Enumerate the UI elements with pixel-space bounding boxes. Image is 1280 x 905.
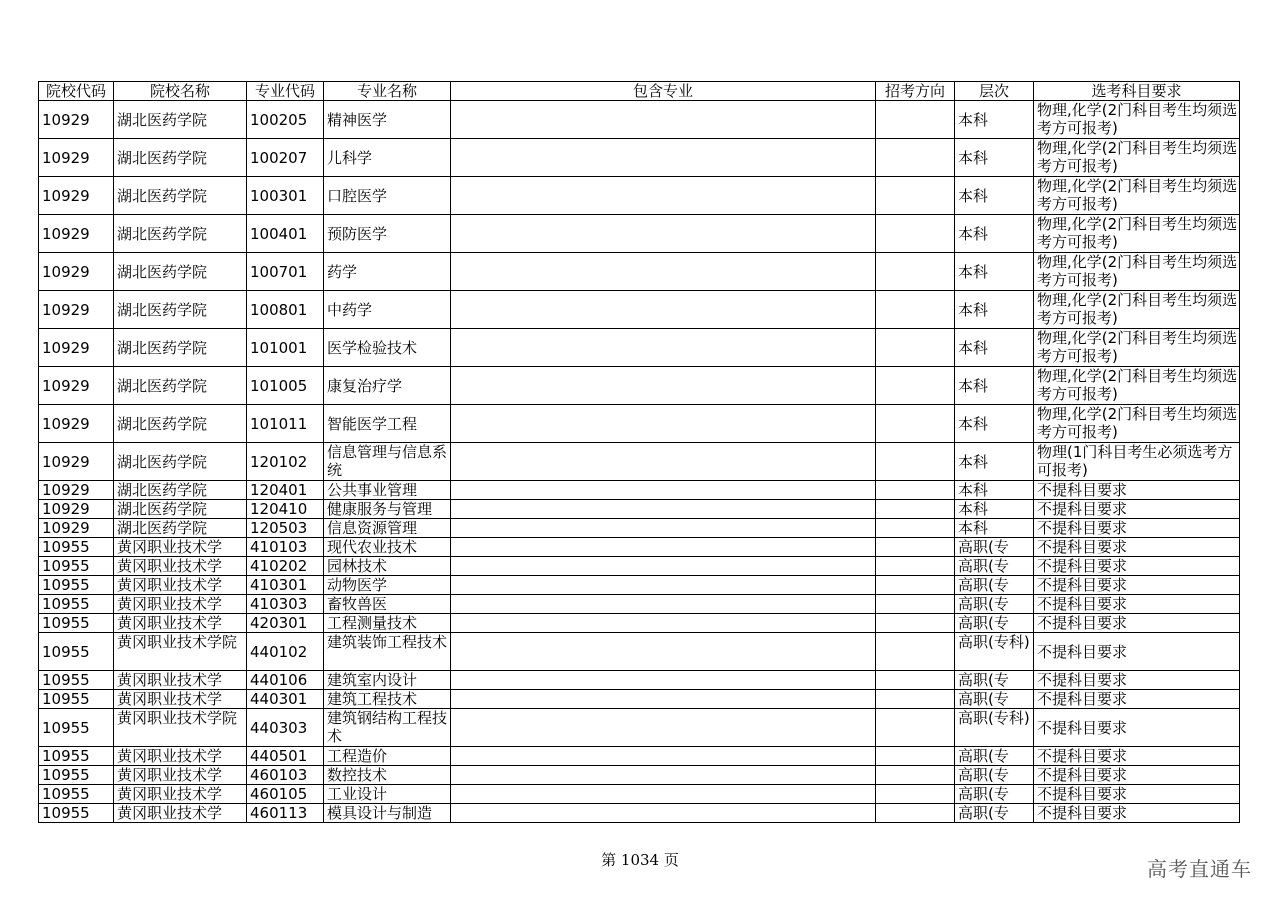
school-code-cell: 10955 xyxy=(39,766,114,785)
included-majors-cell xyxy=(451,614,876,633)
school-code-cell: 10955 xyxy=(39,709,114,747)
major-name-cell: 工程测量技术 xyxy=(324,614,451,633)
level-cell: 本科 xyxy=(955,253,1034,291)
subject-requirement-cell: 不提科目要求 xyxy=(1034,557,1240,576)
level-cell: 本科 xyxy=(955,139,1034,177)
major-name-cell: 医学检验技术 xyxy=(324,329,451,367)
included-majors-cell xyxy=(451,519,876,538)
major-code-cell: 100207 xyxy=(247,139,324,177)
admission-direction-cell xyxy=(876,538,955,557)
level-cell: 高职(专 xyxy=(955,671,1034,690)
major-code-cell: 410103 xyxy=(247,538,324,557)
level-cell: 高职(专 xyxy=(955,557,1034,576)
included-majors-cell xyxy=(451,671,876,690)
level-cell: 本科 xyxy=(955,329,1034,367)
subject-requirement-cell: 不提科目要求 xyxy=(1034,804,1240,823)
table-row xyxy=(39,253,1240,291)
major-code-cell: 410303 xyxy=(247,595,324,614)
school-name-cell: 湖北医药学院 xyxy=(114,215,247,253)
major-code-cell: 100301 xyxy=(247,177,324,215)
header-major-code: 专业代码 xyxy=(247,82,324,101)
included-majors-cell xyxy=(451,747,876,766)
included-majors-cell xyxy=(451,633,876,671)
school-code-cell: 10955 xyxy=(39,595,114,614)
school-code-cell: 10929 xyxy=(39,405,114,443)
major-code-cell: 100401 xyxy=(247,215,324,253)
table-row xyxy=(39,671,1240,690)
school-code-cell: 10929 xyxy=(39,253,114,291)
included-majors-cell xyxy=(451,481,876,500)
subject-requirement-cell: 不提科目要求 xyxy=(1034,633,1240,671)
school-name-cell: 黄冈职业技术学 xyxy=(114,614,247,633)
major-name-cell: 建筑装饰工程技术 xyxy=(324,633,451,671)
header-level: 层次 xyxy=(955,82,1034,101)
table-row xyxy=(39,405,1240,443)
table-row xyxy=(39,291,1240,329)
table-row xyxy=(39,500,1240,519)
school-name-cell: 湖北医药学院 xyxy=(114,291,247,329)
page-number: 第 1034 页 xyxy=(601,851,679,869)
admission-direction-cell xyxy=(876,443,955,481)
school-name-cell: 黄冈职业技术学 xyxy=(114,538,247,557)
school-code-cell: 10955 xyxy=(39,747,114,766)
included-majors-cell xyxy=(451,405,876,443)
included-majors-cell xyxy=(451,804,876,823)
admission-direction-cell xyxy=(876,405,955,443)
major-code-cell: 460103 xyxy=(247,766,324,785)
major-name-cell: 畜牧兽医 xyxy=(324,595,451,614)
table-row xyxy=(39,519,1240,538)
major-code-cell: 420301 xyxy=(247,614,324,633)
school-name-cell: 湖北医药学院 xyxy=(114,177,247,215)
major-name-cell: 信息管理与信息系统 xyxy=(324,443,451,481)
subject-requirement-cell: 不提科目要求 xyxy=(1034,576,1240,595)
admissions-table xyxy=(38,81,1240,823)
included-majors-cell xyxy=(451,690,876,709)
admission-direction-cell xyxy=(876,177,955,215)
major-code-cell: 100701 xyxy=(247,253,324,291)
table-header-row xyxy=(39,82,1240,101)
major-code-cell: 120401 xyxy=(247,481,324,500)
subject-requirement-cell: 不提科目要求 xyxy=(1034,785,1240,804)
level-cell: 高职(专 xyxy=(955,690,1034,709)
subject-requirement-cell: 物理,化学(2门科目考生均须选考方可报考) xyxy=(1034,101,1240,139)
table-row xyxy=(39,804,1240,823)
subject-requirement-cell: 不提科目要求 xyxy=(1034,595,1240,614)
admission-direction-cell xyxy=(876,595,955,614)
included-majors-cell xyxy=(451,500,876,519)
major-code-cell: 460105 xyxy=(247,785,324,804)
subject-requirement-cell: 物理,化学(2门科目考生均须选考方可报考) xyxy=(1034,253,1240,291)
major-name-cell: 康复治疗学 xyxy=(324,367,451,405)
included-majors-cell xyxy=(451,177,876,215)
school-name-cell: 黄冈职业技术学院 xyxy=(114,709,247,747)
school-code-cell: 10929 xyxy=(39,215,114,253)
school-name-cell: 湖北医药学院 xyxy=(114,443,247,481)
level-cell: 本科 xyxy=(955,101,1034,139)
school-name-cell: 黄冈职业技术学 xyxy=(114,690,247,709)
major-name-cell: 信息资源管理 xyxy=(324,519,451,538)
school-code-cell: 10929 xyxy=(39,139,114,177)
school-name-cell: 黄冈职业技术学 xyxy=(114,576,247,595)
major-name-cell: 公共事业管理 xyxy=(324,481,451,500)
school-name-cell: 湖北医药学院 xyxy=(114,405,247,443)
major-code-cell: 120102 xyxy=(247,443,324,481)
admission-direction-cell xyxy=(876,519,955,538)
admission-direction-cell xyxy=(876,614,955,633)
school-code-cell: 10955 xyxy=(39,576,114,595)
table-row xyxy=(39,481,1240,500)
level-cell: 本科 xyxy=(955,177,1034,215)
major-name-cell: 现代农业技术 xyxy=(324,538,451,557)
table-row xyxy=(39,785,1240,804)
major-name-cell: 中药学 xyxy=(324,291,451,329)
school-name-cell: 湖北医药学院 xyxy=(114,329,247,367)
school-name-cell: 黄冈职业技术学 xyxy=(114,747,247,766)
level-cell: 高职(专 xyxy=(955,766,1034,785)
level-cell: 本科 xyxy=(955,291,1034,329)
school-code-cell: 10955 xyxy=(39,614,114,633)
admission-direction-cell xyxy=(876,481,955,500)
school-code-cell: 10929 xyxy=(39,367,114,405)
school-name-cell: 黄冈职业技术学 xyxy=(114,766,247,785)
major-code-cell: 440106 xyxy=(247,671,324,690)
table-row xyxy=(39,557,1240,576)
admission-direction-cell xyxy=(876,747,955,766)
included-majors-cell xyxy=(451,709,876,747)
major-name-cell: 动物医学 xyxy=(324,576,451,595)
table-row xyxy=(39,443,1240,481)
header-included-majors: 包含专业 xyxy=(451,82,876,101)
table-row xyxy=(39,690,1240,709)
level-cell: 本科 xyxy=(955,500,1034,519)
school-code-cell: 10929 xyxy=(39,500,114,519)
header-subject-requirements: 选考科目要求 xyxy=(1034,82,1240,101)
admission-direction-cell xyxy=(876,101,955,139)
school-name-cell: 湖北医药学院 xyxy=(114,481,247,500)
admission-direction-cell xyxy=(876,253,955,291)
major-name-cell: 建筑工程技术 xyxy=(324,690,451,709)
included-majors-cell xyxy=(451,139,876,177)
included-majors-cell xyxy=(451,766,876,785)
level-cell: 本科 xyxy=(955,405,1034,443)
included-majors-cell xyxy=(451,215,876,253)
table-row xyxy=(39,538,1240,557)
school-code-cell: 10955 xyxy=(39,804,114,823)
major-name-cell: 口腔医学 xyxy=(324,177,451,215)
school-code-cell: 10929 xyxy=(39,329,114,367)
subject-requirement-cell: 不提科目要求 xyxy=(1034,500,1240,519)
included-majors-cell xyxy=(451,595,876,614)
subject-requirement-cell: 物理,化学(2门科目考生均须选考方可报考) xyxy=(1034,405,1240,443)
level-cell: 本科 xyxy=(955,481,1034,500)
school-code-cell: 10929 xyxy=(39,101,114,139)
school-name-cell: 湖北医药学院 xyxy=(114,500,247,519)
major-name-cell: 模具设计与制造 xyxy=(324,804,451,823)
subject-requirement-cell: 不提科目要求 xyxy=(1034,614,1240,633)
subject-requirement-cell: 不提科目要求 xyxy=(1034,690,1240,709)
major-code-cell: 100801 xyxy=(247,291,324,329)
included-majors-cell xyxy=(451,367,876,405)
admission-direction-cell xyxy=(876,139,955,177)
table-row xyxy=(39,101,1240,139)
table-row xyxy=(39,177,1240,215)
major-name-cell: 精神医学 xyxy=(324,101,451,139)
admission-direction-cell xyxy=(876,671,955,690)
major-code-cell: 460113 xyxy=(247,804,324,823)
level-cell: 高职(专 xyxy=(955,785,1034,804)
admission-direction-cell xyxy=(876,766,955,785)
header-admission-direction: 招考方向 xyxy=(876,82,955,101)
major-name-cell: 药学 xyxy=(324,253,451,291)
table-row xyxy=(39,576,1240,595)
level-cell: 高职(专 xyxy=(955,747,1034,766)
major-code-cell: 101011 xyxy=(247,405,324,443)
school-name-cell: 湖北医药学院 xyxy=(114,253,247,291)
major-code-cell: 410301 xyxy=(247,576,324,595)
admission-direction-cell xyxy=(876,690,955,709)
included-majors-cell xyxy=(451,443,876,481)
table-row xyxy=(39,329,1240,367)
header-school-code: 院校代码 xyxy=(39,82,114,101)
school-name-cell: 黄冈职业技术学 xyxy=(114,804,247,823)
included-majors-cell xyxy=(451,538,876,557)
school-code-cell: 10955 xyxy=(39,538,114,557)
admission-direction-cell xyxy=(876,576,955,595)
table-row xyxy=(39,595,1240,614)
subject-requirement-cell: 物理(1门科目考生必须选考方可报考) xyxy=(1034,443,1240,481)
header-major-name: 专业名称 xyxy=(324,82,451,101)
included-majors-cell xyxy=(451,253,876,291)
major-code-cell: 120503 xyxy=(247,519,324,538)
table-body xyxy=(39,101,1240,823)
major-code-cell: 440501 xyxy=(247,747,324,766)
school-name-cell: 黄冈职业技术学 xyxy=(114,557,247,576)
subject-requirement-cell: 不提科目要求 xyxy=(1034,766,1240,785)
included-majors-cell xyxy=(451,291,876,329)
level-cell: 高职(专科) xyxy=(955,633,1034,671)
major-name-cell: 健康服务与管理 xyxy=(324,500,451,519)
subject-requirement-cell: 不提科目要求 xyxy=(1034,671,1240,690)
table-row xyxy=(39,747,1240,766)
major-code-cell: 440301 xyxy=(247,690,324,709)
table-row xyxy=(39,367,1240,405)
school-name-cell: 黄冈职业技术学院 xyxy=(114,633,247,671)
major-name-cell: 智能医学工程 xyxy=(324,405,451,443)
subject-requirement-cell: 不提科目要求 xyxy=(1034,538,1240,557)
table-row xyxy=(39,709,1240,747)
table-row xyxy=(39,614,1240,633)
level-cell: 本科 xyxy=(955,215,1034,253)
major-code-cell: 440102 xyxy=(247,633,324,671)
school-name-cell: 湖北医药学院 xyxy=(114,101,247,139)
school-code-cell: 10929 xyxy=(39,291,114,329)
level-cell: 高职(专 xyxy=(955,538,1034,557)
included-majors-cell xyxy=(451,576,876,595)
school-name-cell: 黄冈职业技术学 xyxy=(114,595,247,614)
school-code-cell: 10929 xyxy=(39,481,114,500)
school-name-cell: 黄冈职业技术学 xyxy=(114,785,247,804)
school-code-cell: 10955 xyxy=(39,633,114,671)
admission-direction-cell xyxy=(876,291,955,329)
header-school-name: 院校名称 xyxy=(114,82,247,101)
subject-requirement-cell: 物理,化学(2门科目考生均须选考方可报考) xyxy=(1034,329,1240,367)
major-code-cell: 101005 xyxy=(247,367,324,405)
school-name-cell: 湖北医药学院 xyxy=(114,367,247,405)
subject-requirement-cell: 物理,化学(2门科目考生均须选考方可报考) xyxy=(1034,139,1240,177)
major-name-cell: 数控技术 xyxy=(324,766,451,785)
admission-direction-cell xyxy=(876,709,955,747)
subject-requirement-cell: 不提科目要求 xyxy=(1034,481,1240,500)
admission-direction-cell xyxy=(876,804,955,823)
major-code-cell: 100205 xyxy=(247,101,324,139)
school-name-cell: 湖北医药学院 xyxy=(114,139,247,177)
major-name-cell: 建筑室内设计 xyxy=(324,671,451,690)
admission-direction-cell xyxy=(876,557,955,576)
included-majors-cell xyxy=(451,101,876,139)
included-majors-cell xyxy=(451,785,876,804)
school-code-cell: 10929 xyxy=(39,443,114,481)
subject-requirement-cell: 物理,化学(2门科目考生均须选考方可报考) xyxy=(1034,177,1240,215)
subject-requirement-cell: 不提科目要求 xyxy=(1034,519,1240,538)
admission-direction-cell xyxy=(876,367,955,405)
major-code-cell: 120410 xyxy=(247,500,324,519)
admission-direction-cell xyxy=(876,500,955,519)
subject-requirement-cell: 物理,化学(2门科目考生均须选考方可报考) xyxy=(1034,291,1240,329)
table-row xyxy=(39,766,1240,785)
level-cell: 本科 xyxy=(955,443,1034,481)
level-cell: 高职(专 xyxy=(955,576,1034,595)
level-cell: 高职(专科) xyxy=(955,709,1034,747)
major-name-cell: 工程造价 xyxy=(324,747,451,766)
subject-requirement-cell: 物理,化学(2门科目考生均须选考方可报考) xyxy=(1034,367,1240,405)
admission-direction-cell xyxy=(876,785,955,804)
subject-requirement-cell: 不提科目要求 xyxy=(1034,747,1240,766)
major-name-cell: 预防医学 xyxy=(324,215,451,253)
level-cell: 本科 xyxy=(955,519,1034,538)
table-row xyxy=(39,215,1240,253)
admission-direction-cell xyxy=(876,633,955,671)
major-code-cell: 440303 xyxy=(247,709,324,747)
school-name-cell: 黄冈职业技术学 xyxy=(114,671,247,690)
school-code-cell: 10929 xyxy=(39,519,114,538)
major-name-cell: 园林技术 xyxy=(324,557,451,576)
table-row xyxy=(39,139,1240,177)
major-name-cell: 儿科学 xyxy=(324,139,451,177)
school-name-cell: 湖北医药学院 xyxy=(114,519,247,538)
included-majors-cell xyxy=(451,329,876,367)
table-row xyxy=(39,633,1240,671)
major-code-cell: 101001 xyxy=(247,329,324,367)
school-code-cell: 10955 xyxy=(39,690,114,709)
major-name-cell: 建筑钢结构工程技术 xyxy=(324,709,451,747)
school-code-cell: 10955 xyxy=(39,785,114,804)
major-name-cell: 工业设计 xyxy=(324,785,451,804)
school-code-cell: 10955 xyxy=(39,557,114,576)
major-code-cell: 410202 xyxy=(247,557,324,576)
admission-direction-cell xyxy=(876,215,955,253)
level-cell: 高职(专 xyxy=(955,804,1034,823)
school-code-cell: 10929 xyxy=(39,177,114,215)
included-majors-cell xyxy=(451,557,876,576)
level-cell: 高职(专 xyxy=(955,614,1034,633)
school-code-cell: 10955 xyxy=(39,671,114,690)
level-cell: 本科 xyxy=(955,367,1034,405)
admission-direction-cell xyxy=(876,329,955,367)
watermark: 高考直通车 xyxy=(1147,857,1252,881)
subject-requirement-cell: 物理,化学(2门科目考生均须选考方可报考) xyxy=(1034,215,1240,253)
subject-requirement-cell: 不提科目要求 xyxy=(1034,709,1240,747)
level-cell: 高职(专 xyxy=(955,595,1034,614)
